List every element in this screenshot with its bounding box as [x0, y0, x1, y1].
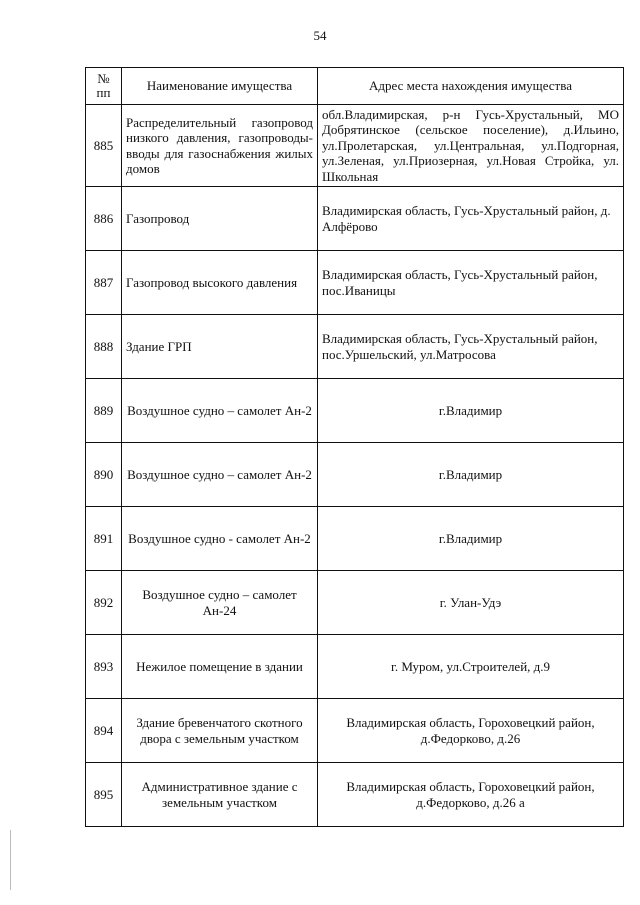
- table-row: [86, 251, 624, 315]
- row-name: Воздушное судно – самолет Ан-2: [122, 379, 318, 443]
- row-number: 885: [86, 105, 122, 187]
- header-number-line2: пп: [96, 85, 111, 100]
- row-number: 893: [86, 635, 122, 699]
- row-number: 890: [86, 443, 122, 507]
- row-address: Владимирская область, Гусь-Хрустальный район, пос.Иваницы: [318, 251, 624, 315]
- page-number: 54: [313, 28, 327, 43]
- row-name: Воздушное судно – самолет Ан-2: [122, 443, 318, 507]
- table-row: [86, 443, 624, 507]
- header-number: [86, 68, 122, 105]
- row-address: обл.Владимирская, р-н Гусь-Хрустальный, МО Добрятинское (сельское поселение), д.Ильино, ул.Пролетарская, ул.Центральная, ул.Подгорная, ул.Зеленая, ул.Приозерная, ул.Новая Стройка, ул. Школьная: [318, 105, 624, 187]
- row-address: г.Владимир: [318, 379, 624, 443]
- header-number-line1: №: [97, 71, 110, 86]
- row-number: 891: [86, 507, 122, 571]
- table-row: [86, 571, 624, 635]
- table-row: [86, 763, 624, 827]
- row-number: 894: [86, 699, 122, 763]
- row-number: 895: [86, 763, 122, 827]
- row-address: Владимирская область, Гороховецкий район, д.Федорково, д.26: [318, 699, 624, 763]
- table-row: [86, 635, 624, 699]
- row-name: Воздушное судно – самолет Ан-24: [122, 571, 318, 635]
- row-number: 888: [86, 315, 122, 379]
- row-name: Газопровод высокого давления: [122, 251, 318, 315]
- row-number: 889: [86, 379, 122, 443]
- row-address: г. Улан-Удэ: [318, 571, 624, 635]
- header-address: Адрес места нахождения имущества: [318, 68, 624, 105]
- row-address: Владимирская область, Гусь-Хрустальный район, пос.Уршельский, ул.Матросова: [318, 315, 624, 379]
- property-table: [85, 67, 624, 827]
- scan-edge-mark: [10, 830, 11, 890]
- row-name: Распределительный газопровод низкого давления, газопроводы-вводы для газоснабжения жилых домов: [122, 105, 318, 187]
- row-name: Газопровод: [122, 187, 318, 251]
- row-name: Нежилое помещение в здании: [122, 635, 318, 699]
- row-address: Владимирская область, Гусь-Хрустальный район, д. Алфёрово: [318, 187, 624, 251]
- table-row: [86, 507, 624, 571]
- row-name: Административное здание с земельным участком: [122, 763, 318, 827]
- row-address: г.Владимир: [318, 443, 624, 507]
- row-number: 887: [86, 251, 122, 315]
- table-row: [86, 379, 624, 443]
- row-address: г. Муром, ул.Строителей, д.9: [318, 635, 624, 699]
- row-number: 886: [86, 187, 122, 251]
- row-name: Воздушное судно - самолет Ан-2: [122, 507, 318, 571]
- row-number: 892: [86, 571, 122, 635]
- row-address: Владимирская область, Гороховецкий район, д.Федорково, д.26 а: [318, 763, 624, 827]
- table-row: [86, 187, 624, 251]
- row-address: г.Владимир: [318, 507, 624, 571]
- row-name: Здание бревенчатого скотного двора с земельным участком: [122, 699, 318, 763]
- header-name: Наименование имущества: [122, 68, 318, 105]
- row-name: Здание ГРП: [122, 315, 318, 379]
- table-header-row: [86, 68, 624, 105]
- table-row: [86, 105, 624, 187]
- table-row: [86, 699, 624, 763]
- table-row: [86, 315, 624, 379]
